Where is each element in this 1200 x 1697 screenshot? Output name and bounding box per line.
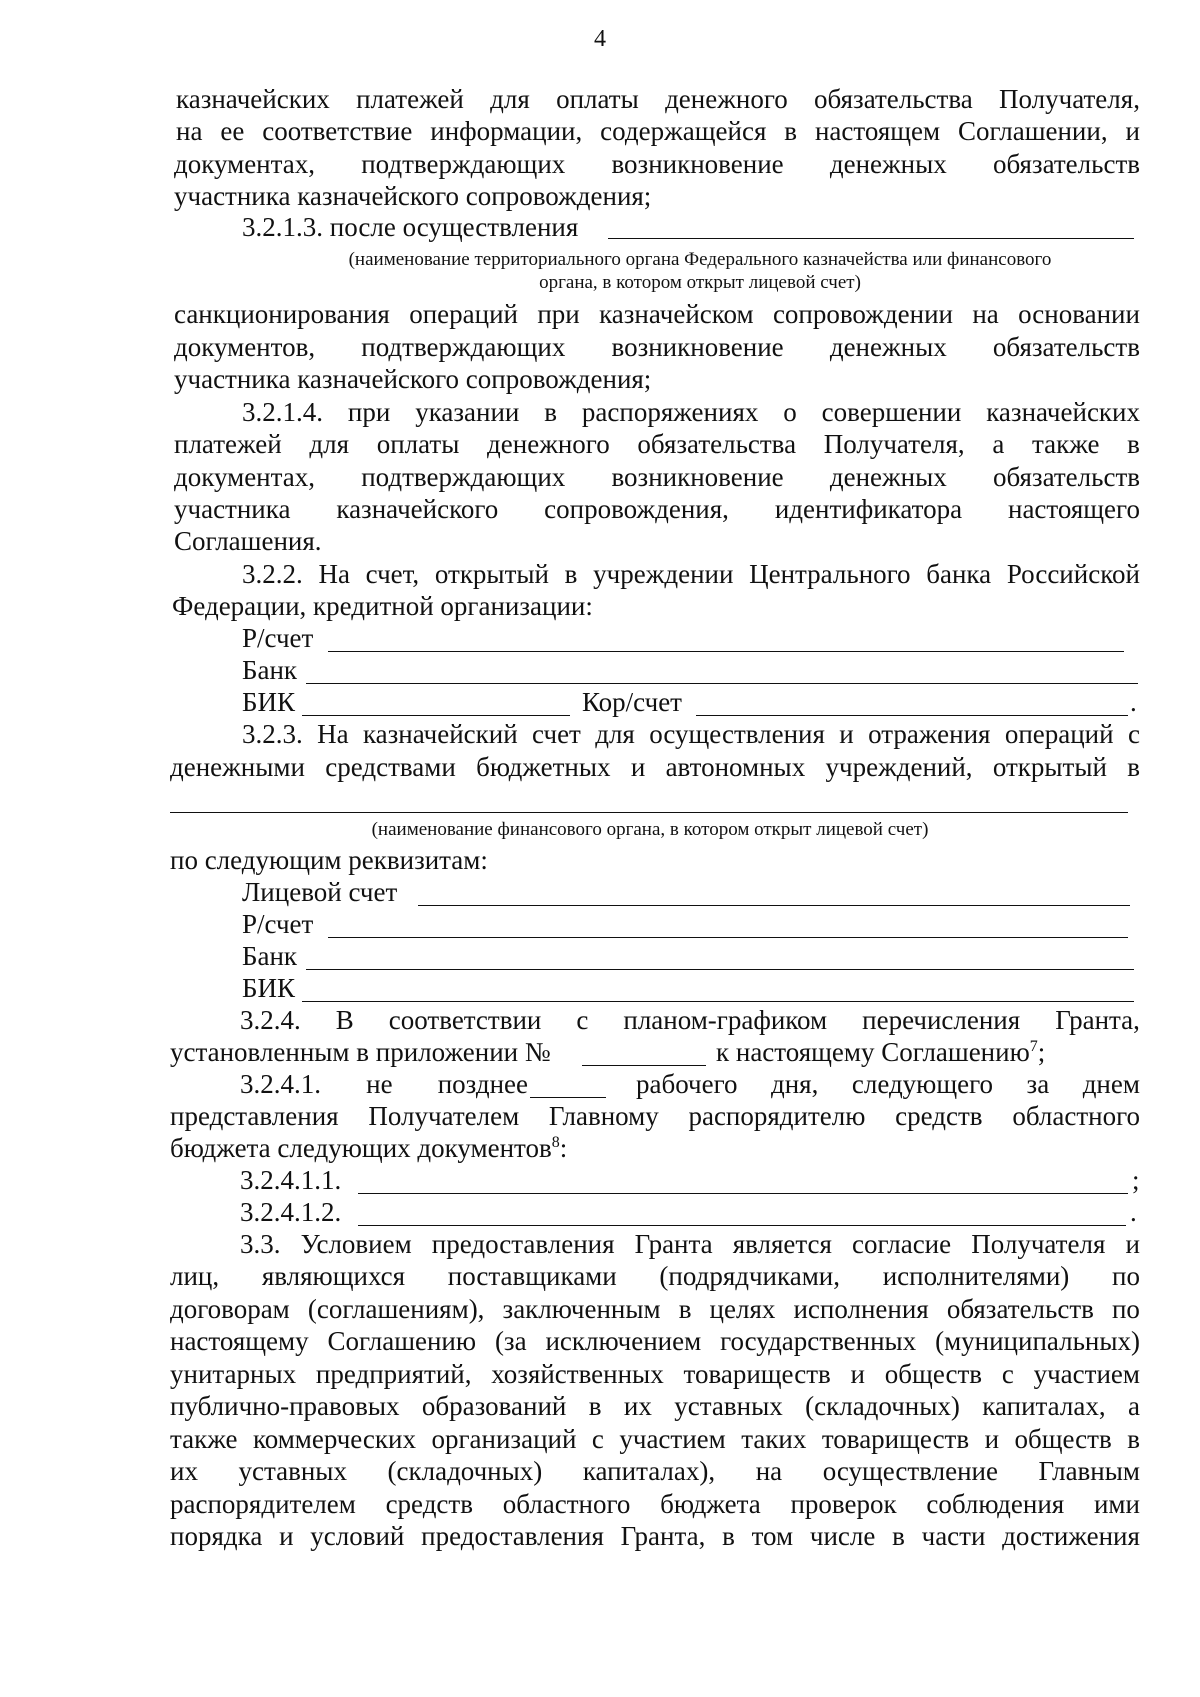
word: соответствие — [262, 116, 413, 146]
word: указании — [415, 397, 520, 427]
word: капиталах), — [582, 1456, 716, 1486]
text-line — [176, 116, 1140, 146]
word: государственных — [720, 1326, 917, 1356]
word: операций — [409, 299, 518, 329]
word: и — [630, 752, 646, 782]
word: а — [1127, 1391, 1140, 1421]
word: операций — [1004, 719, 1114, 749]
word: В — [335, 1005, 354, 1035]
word: рабочего — [636, 1069, 738, 1099]
word: по — [1112, 1261, 1140, 1291]
word: Получателя — [971, 1229, 1106, 1259]
word: распорядителю — [688, 1101, 866, 1131]
item-number: 3.2.4.1.2. — [240, 1197, 342, 1227]
word: обязательства — [637, 429, 797, 459]
word: документов, — [174, 332, 316, 362]
word: участника — [174, 494, 291, 524]
word: (соглашениям), — [307, 1294, 485, 1324]
word: Получателя, — [823, 429, 965, 459]
word: Главному — [548, 1101, 659, 1131]
word: для — [595, 719, 635, 749]
text-line — [240, 1005, 1140, 1035]
word: (складочных) — [387, 1456, 543, 1486]
word: средствами — [325, 752, 456, 782]
word: денежных — [829, 149, 947, 179]
word: также — [170, 1424, 238, 1454]
word: Соглашению — [327, 1326, 477, 1356]
text-line — [240, 1069, 528, 1099]
word: денежного — [487, 429, 610, 459]
word: автономных — [665, 752, 806, 782]
word: 3.2.4. — [240, 1005, 301, 1035]
bank-field[interactable] — [306, 969, 1134, 970]
word: в — [892, 1521, 905, 1551]
bik-label: БИК — [242, 687, 296, 717]
word: коммерческих — [252, 1424, 416, 1454]
word: средств — [895, 1101, 983, 1131]
word: заключенным — [502, 1294, 661, 1324]
word: основании — [1018, 299, 1140, 329]
word: платежей — [174, 429, 282, 459]
word: с — [576, 1005, 589, 1035]
word: части — [921, 1521, 986, 1551]
text-line — [170, 1424, 1140, 1454]
personal-account-label: Лицевой счет — [242, 877, 398, 907]
word: представления — [170, 1101, 339, 1131]
word: при — [347, 397, 391, 427]
word: 3.2.1.4. — [242, 397, 323, 427]
text-line: Соглашения. — [174, 526, 322, 556]
word: организаций — [431, 1424, 577, 1454]
item-number: 3.2.4.1.1. — [240, 1165, 342, 1195]
word: исполнителями) — [882, 1261, 1070, 1291]
account-label: Р/счет — [242, 623, 314, 653]
word: денежного — [665, 84, 788, 114]
word: дня, — [771, 1069, 819, 1099]
word: документах, — [174, 462, 315, 492]
word: товариществ — [683, 1359, 831, 1389]
word: Гранта — [634, 1229, 713, 1259]
text-line: по следующим реквизитам: — [170, 845, 488, 875]
word: областного — [502, 1489, 631, 1519]
word: распоряжениях — [581, 397, 759, 427]
word: уставных — [238, 1456, 347, 1486]
word: сопровождении — [772, 299, 953, 329]
word: учреждений, — [825, 752, 973, 782]
word: для — [309, 429, 350, 459]
text-line — [240, 1229, 1140, 1259]
word: является — [732, 1229, 832, 1259]
word: условий — [310, 1521, 405, 1551]
word: а — [992, 429, 1005, 459]
word: возникновение — [611, 149, 784, 179]
word: порядка — [170, 1521, 263, 1551]
word: казначейских — [986, 397, 1140, 427]
word: капиталах, — [982, 1391, 1106, 1421]
text-line — [170, 1326, 1140, 1356]
word: банка — [926, 559, 992, 589]
word: На — [317, 719, 349, 749]
text-line — [170, 1521, 1140, 1551]
text-line: Федерации, кредитной организации: — [172, 591, 593, 621]
text-line — [170, 1101, 1140, 1131]
word: бюджетных — [476, 752, 611, 782]
word: товариществ — [821, 1424, 970, 1454]
text-line — [174, 299, 1140, 329]
word: в — [1127, 1424, 1140, 1454]
footnote-mark: 8 — [551, 1134, 560, 1151]
word: в — [1127, 429, 1140, 459]
word: учреждении — [593, 559, 734, 589]
word: в — [588, 1391, 602, 1421]
word: в — [544, 397, 558, 427]
word: казначейском — [599, 299, 754, 329]
word: обязательств — [992, 149, 1140, 179]
word: на — [972, 299, 999, 329]
text-line — [242, 397, 1140, 427]
text-line — [170, 1261, 1140, 1291]
word: отражения — [868, 719, 991, 749]
line-end-punct: ; — [1132, 1165, 1140, 1195]
word: предоставления — [431, 1229, 615, 1259]
word: таких — [741, 1424, 807, 1454]
corr-account-label: Кор/счет — [582, 687, 682, 717]
text-line — [170, 1489, 1140, 1519]
word: соответствии — [388, 1005, 542, 1035]
word: исключением — [545, 1326, 702, 1356]
document-field[interactable] — [358, 1225, 1126, 1226]
word: и — [984, 1424, 1000, 1454]
word: (подрядчиками, — [659, 1261, 840, 1291]
word: содержащейся — [600, 116, 767, 146]
word: соблюдения — [926, 1489, 1065, 1519]
text-line — [636, 1069, 1140, 1099]
text-line: 3.2.1.3. после осуществления — [242, 212, 579, 242]
bik-label: БИК — [242, 973, 296, 1003]
text-line — [174, 429, 1140, 459]
word: и — [839, 719, 854, 749]
word: достижения — [1002, 1521, 1140, 1551]
text-line — [174, 149, 1140, 179]
field-caption: органа, в котором открыт лицевой счет) — [539, 272, 861, 293]
word: обязательств — [992, 332, 1140, 362]
line-end-punct: . — [1130, 1197, 1137, 1227]
word: возникновение — [611, 462, 784, 492]
word: Российской — [1006, 559, 1140, 589]
word: совершении — [821, 397, 962, 427]
word: ее — [220, 116, 245, 146]
word: идентификатора — [774, 494, 963, 524]
word: 3.3. — [240, 1229, 281, 1259]
word: обязательств — [992, 462, 1140, 492]
word: 3.2.3. — [242, 719, 303, 749]
word: распорядителем — [170, 1489, 356, 1519]
word: по — [1111, 1294, 1140, 1324]
word: днем — [1082, 1069, 1140, 1099]
word: обществ — [1014, 1424, 1112, 1454]
word: договорам — [170, 1294, 290, 1324]
footnote-mark: 7 — [1029, 1038, 1038, 1055]
word: подтверждающих — [361, 332, 566, 362]
text-line — [170, 752, 1140, 782]
word: Центрального — [749, 559, 911, 589]
word: казначейских — [176, 84, 330, 114]
word: настоящему — [170, 1326, 309, 1356]
word: в — [564, 559, 578, 589]
text-line — [242, 559, 1140, 589]
word: документах, — [174, 149, 315, 179]
word: являющихся — [261, 1261, 406, 1291]
word: на — [755, 1456, 783, 1486]
financial-body-field[interactable] — [170, 812, 1128, 813]
word: Получателем — [368, 1101, 520, 1131]
word: при — [537, 299, 580, 329]
word: участием — [1033, 1359, 1140, 1389]
word: открытый — [434, 559, 549, 589]
word: Главным — [1038, 1456, 1140, 1486]
word: для — [490, 84, 530, 114]
word: лиц, — [170, 1261, 220, 1291]
word: осуществление — [822, 1456, 998, 1486]
bik-field[interactable] — [302, 715, 570, 716]
word: предоставления — [421, 1521, 604, 1551]
text-line — [170, 1456, 1140, 1486]
word: с — [1127, 719, 1140, 749]
word: и — [1125, 116, 1140, 146]
word: казначейского — [336, 494, 499, 524]
account-field[interactable] — [328, 651, 1124, 652]
word: настоящем — [814, 116, 941, 146]
word: целях — [709, 1294, 776, 1324]
word: денежных — [829, 332, 947, 362]
word: предприятий, — [315, 1359, 472, 1389]
text-line — [174, 462, 1140, 492]
word: 3.2.2. — [242, 559, 303, 589]
word: образований — [421, 1391, 567, 1421]
word: оплаты — [556, 84, 639, 114]
fill-in-line[interactable] — [608, 238, 1134, 239]
word: платежей — [356, 84, 464, 114]
word: с — [591, 1424, 604, 1454]
text-line — [174, 494, 1140, 524]
word: с — [1001, 1359, 1014, 1389]
word: Получателя, — [999, 84, 1140, 114]
bank-label: Банк — [242, 655, 298, 685]
field-caption: (наименование финансового органа, в котором открыт лицевой счет) — [371, 819, 929, 840]
word: числе — [809, 1521, 876, 1551]
word: в — [784, 116, 798, 146]
field-caption: (наименование территориального органа Федерального казначейства или финансового — [348, 249, 1052, 270]
word: ими — [1093, 1489, 1140, 1519]
word: областного — [1012, 1101, 1140, 1131]
text-line — [170, 1359, 1140, 1389]
word: Гранта, — [1055, 1005, 1140, 1035]
bank-label: Банк — [242, 941, 298, 971]
word: обществ — [884, 1359, 983, 1389]
word: средств — [385, 1489, 473, 1519]
word: исполнения — [793, 1294, 929, 1324]
line-end-punct: . — [1130, 687, 1137, 717]
word: на — [176, 116, 203, 146]
word: планом-графиком — [623, 1005, 828, 1035]
text-line: участника казначейского сопровождения; — [174, 181, 652, 211]
word: перечисления — [862, 1005, 1021, 1035]
text-line: к настоящему Соглашению$^7$; — [716, 1037, 1046, 1067]
word: и — [1125, 1229, 1140, 1259]
word: денежных — [829, 462, 947, 492]
word: в — [1127, 752, 1140, 782]
document-field[interactable] — [358, 1193, 1128, 1194]
word: открытый — [992, 752, 1107, 782]
word: обязательства — [814, 84, 973, 114]
text-line — [170, 1391, 1140, 1421]
word: и — [279, 1521, 294, 1551]
word: информации, — [430, 116, 583, 146]
text-line: участника казначейского сопровождения; — [174, 364, 652, 394]
word: о — [783, 397, 797, 427]
text-line: установленным в приложении № — [170, 1037, 551, 1067]
word: их — [623, 1391, 652, 1421]
word: Гранта, — [620, 1521, 706, 1551]
word: казначейский — [362, 719, 518, 749]
text-line: бюджета следующих документов$^8$: — [170, 1133, 568, 1163]
word: Соглашении, — [958, 116, 1108, 146]
word: участием — [619, 1424, 726, 1454]
word: в — [678, 1294, 692, 1324]
corr-account-field[interactable] — [696, 715, 1128, 716]
word: следующего — [851, 1069, 994, 1099]
days-field[interactable] — [530, 1097, 606, 1098]
word: На — [318, 559, 350, 589]
word: и — [850, 1359, 865, 1389]
word: (складочных) — [805, 1391, 960, 1421]
word: обязательств — [946, 1294, 1094, 1324]
text-line — [176, 84, 1140, 114]
word: подтверждающих — [361, 462, 566, 492]
word: за — [1026, 1069, 1050, 1099]
word: счет — [532, 719, 581, 749]
personal-account-field[interactable] — [418, 905, 1130, 906]
word: Условием — [300, 1229, 412, 1259]
word: настоящего — [1008, 494, 1140, 524]
word: подтверждающих — [361, 149, 566, 179]
word: оплаты — [376, 429, 460, 459]
bank-field[interactable] — [306, 683, 1138, 684]
word: денежными — [170, 752, 305, 782]
word: согласие — [852, 1229, 952, 1259]
word: сопровождения, — [544, 494, 729, 524]
page-number: 4 — [594, 26, 606, 52]
word: бюджета — [660, 1489, 761, 1519]
text-line — [170, 1294, 1140, 1324]
word: поставщиками — [447, 1261, 617, 1291]
text-line — [242, 719, 1140, 749]
word: позднее — [437, 1069, 528, 1099]
account-label: Р/счет — [242, 909, 314, 939]
word: (за — [494, 1326, 527, 1356]
word: возникновение — [611, 332, 784, 362]
word: их — [170, 1456, 198, 1486]
text-line — [174, 332, 1140, 362]
word: 3.2.4.1. — [240, 1069, 321, 1099]
bik-field[interactable] — [302, 1001, 1134, 1002]
word: счет, — [365, 559, 420, 589]
word: уставных — [674, 1391, 783, 1421]
word: не — [366, 1069, 393, 1099]
word: санкционирования — [174, 299, 390, 329]
account-field[interactable] — [328, 937, 1128, 938]
appendix-number-field[interactable] — [582, 1065, 706, 1066]
word: унитарных — [170, 1359, 297, 1389]
word: осуществления — [649, 719, 825, 749]
word: хозяйственных — [491, 1359, 664, 1389]
word: (муниципальных) — [935, 1326, 1140, 1356]
word: публично-правовых — [170, 1391, 400, 1421]
word: том — [751, 1521, 794, 1551]
word: в — [722, 1521, 735, 1551]
word: также — [1031, 429, 1100, 459]
word: проверок — [790, 1489, 897, 1519]
